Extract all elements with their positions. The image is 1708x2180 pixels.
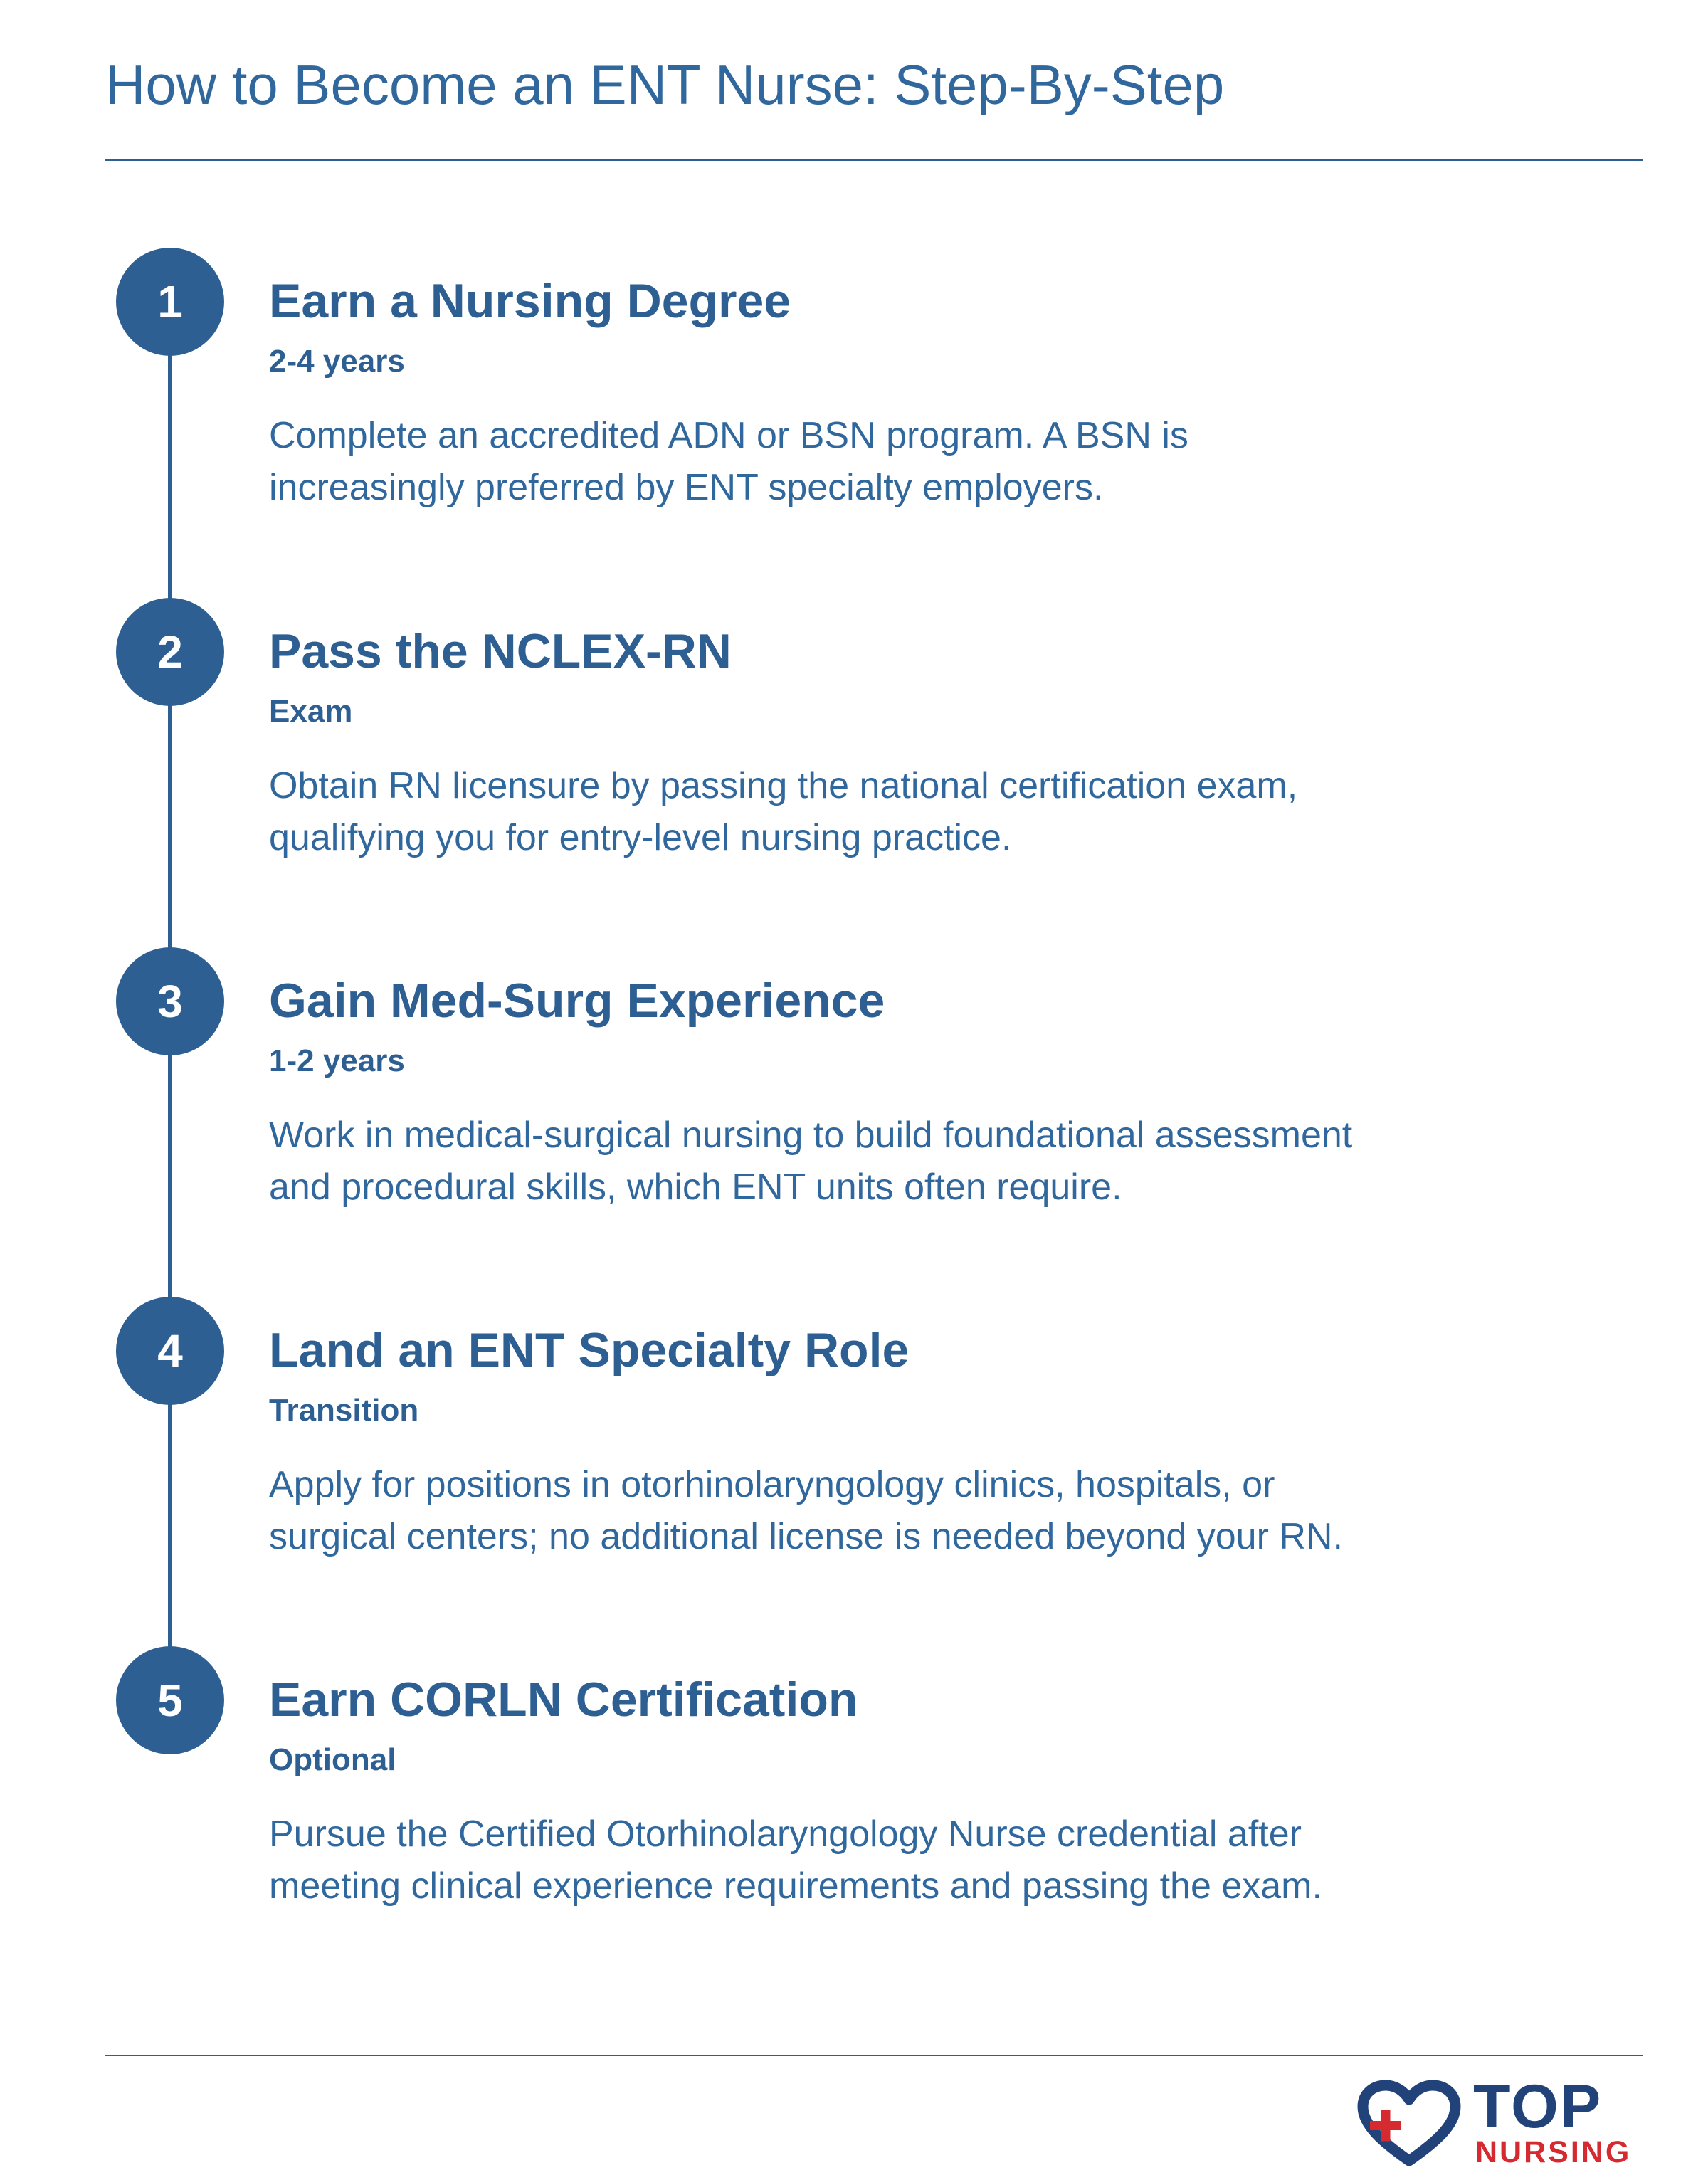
page-title: How to Become an ENT Nurse: Step-By-Step [105,53,1225,116]
logo-wordmark-bottom: NURSING [1475,2135,1632,2169]
step-description: Work in medical-surgical nursing to build foundational assessment and procedural skills, which ENT units often require. [269,1115,1353,1208]
step-description: Apply for positions in otorhinolaryngology clinics, hospitals, or surgical centers; no additional license is needed beyond your RN. [269,1464,1343,1557]
logo-wordmark-top: TOP [1473,2073,1603,2141]
step-title: Land an ENT Specialty Role [269,1323,910,1377]
step-title: Gain Med-Surg Experience [269,974,885,1028]
step-number-badge: 1 [116,248,224,356]
top-nursing-logo [1356,2073,1648,2169]
step-5 [0,1646,1708,1974]
step-description: Pursue the Certified Otorhinolaryngology Nurse credential after meeting clinical experience requirements and passing the exam. [269,1813,1322,1907]
step-duration: Exam [269,694,353,729]
bottom-divider [105,2055,1643,2056]
step-duration: Transition [269,1393,419,1428]
step-title: Earn CORLN Certification [269,1673,858,1727]
step-number-badge: 2 [116,598,224,706]
step-title: Pass the NCLEX-RN [269,624,732,678]
step-description: Complete an accredited ADN or BSN program. A BSN is increasingly preferred by ENT specialty employers. [269,415,1188,508]
step-number-badge: 4 [116,1297,224,1405]
top-divider [105,159,1643,161]
step-description: Obtain RN licensure by passing the national certification exam, qualifying you for entry-level nursing practice. [269,765,1298,858]
step-3 [0,947,1708,1275]
step-4 [0,1297,1708,1624]
step-duration: 2-4 years [269,344,405,379]
step-title: Earn a Nursing Degree [269,274,791,328]
heart-cross-icon [1356,2080,1462,2166]
step-number-badge: 5 [116,1646,224,1754]
step-duration: Optional [269,1742,396,1777]
step-number-badge: 3 [116,947,224,1055]
step-duration: 1-2 years [269,1043,405,1078]
step-2 [0,598,1708,925]
step-1 [0,248,1708,575]
